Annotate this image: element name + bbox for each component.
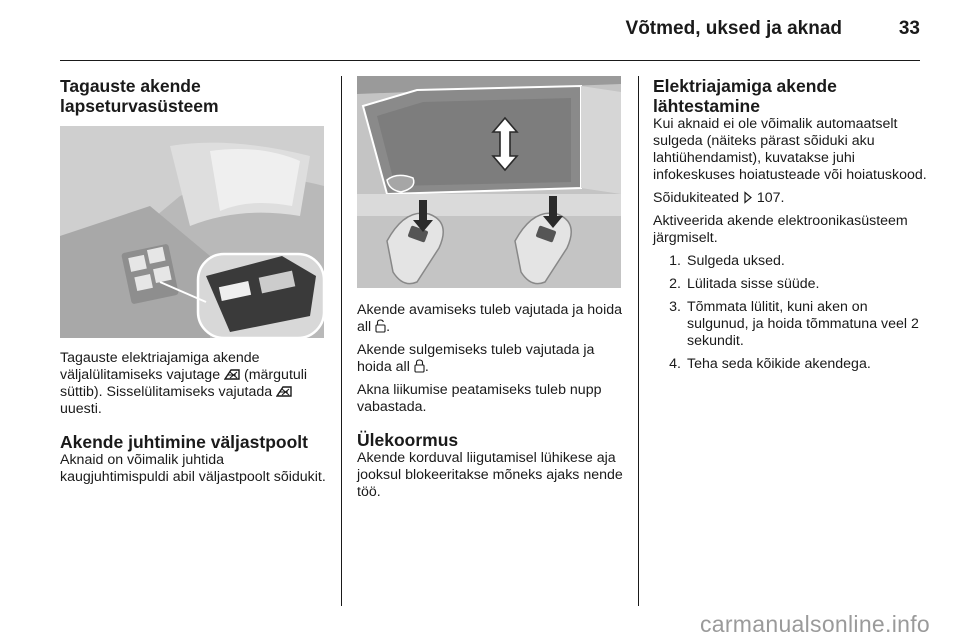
remote-control-description: Aknaid on võimalik juhtida kaugjuhtimispuldi abil väljastpoolt sõidukit. bbox=[60, 452, 326, 485]
overload-description: Akende korduval liigutamisel lühikese aja jooksul blokeeritakse mõneks ajaks nende töö. bbox=[357, 450, 623, 500]
list-item: 1. Sulgeda uksed. bbox=[669, 253, 785, 269]
window-close-instruction: Akende sulgemiseks tuleb vajutada ja hoida all . bbox=[357, 342, 595, 375]
column-divider bbox=[341, 76, 342, 606]
reset-intro: Kui aknaid ei ole võimalik automaatselt sulgeda (näiteks pärast sõiduki aku lahtiühendamist), kuvatakse juhi infokeskuses hoiatusteade või hoiatuskood. bbox=[653, 116, 927, 183]
column-middle bbox=[357, 76, 625, 501]
watermark: carmanualsonline.info bbox=[699, 611, 930, 637]
window-stop-instruction: Akna liikumise peatamiseks tuleb nupp vabastada. bbox=[357, 382, 602, 415]
child-lock-icon bbox=[224, 367, 240, 381]
running-header-title: Võtmed, uksed ja aknad bbox=[625, 18, 842, 39]
section-heading-remote-control: Akende juhtimine väljastpoolt bbox=[60, 432, 308, 452]
vehicle-messages-reference: Sõidukiteated 107. bbox=[653, 190, 785, 206]
reset-steps-list bbox=[653, 253, 928, 373]
column-divider bbox=[638, 76, 639, 606]
section-heading-overload: Ülekoormus bbox=[357, 430, 459, 450]
column-right bbox=[653, 76, 928, 379]
child-lock-icon bbox=[276, 384, 292, 398]
header-rule bbox=[60, 60, 920, 61]
section-heading-window-reset: Elektriajamiga akende lähtestamine bbox=[653, 76, 837, 116]
column-left bbox=[60, 76, 328, 486]
list-item: 3. Tõmmata lülitit, kuni aken on sulgunud, ja hoida tõmmatuna veel 2 sekundit. bbox=[669, 299, 919, 349]
page-number: 33 bbox=[898, 18, 920, 39]
list-item: 4. Teha seda kõikide akendega. bbox=[669, 356, 871, 372]
page-ref-arrow-icon bbox=[743, 191, 753, 204]
child-lock-description: Tagauste elektriajamiga akende väljalülitamiseks vajutage (märgutuli süttib). Sisselülitamiseks vajutada uuesti. bbox=[60, 350, 308, 417]
door-switch-panel-illustration bbox=[60, 126, 324, 338]
reset-procedure-intro: Aktiveerida akende elektroonikasüsteem järgmiselt. bbox=[653, 213, 908, 246]
section-heading-child-lock: Tagauste akende lapseturvasüsteem bbox=[60, 76, 219, 116]
list-item: 2. Lülitada sisse süüde. bbox=[669, 276, 820, 292]
window-open-instruction: Akende avamiseks tuleb vajutada ja hoida all . bbox=[357, 302, 623, 335]
car-window-remote-illustration bbox=[357, 76, 621, 288]
lock-icon bbox=[414, 359, 425, 373]
unlock-icon bbox=[375, 319, 386, 333]
